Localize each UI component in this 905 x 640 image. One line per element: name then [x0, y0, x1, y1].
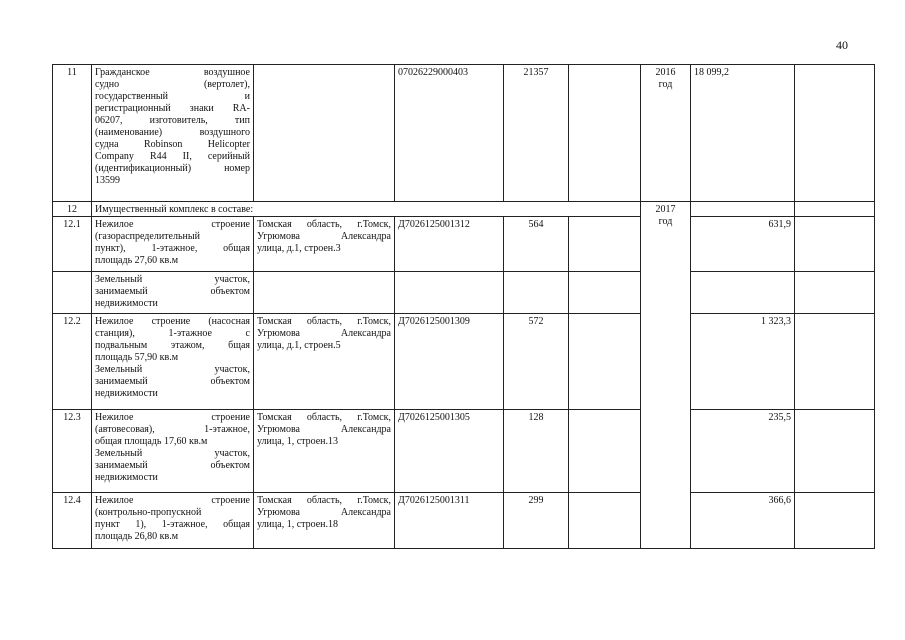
empty-cell [254, 272, 395, 314]
empty-cell [569, 217, 641, 272]
year-cell: 2016 год [641, 65, 691, 202]
empty-cell [569, 410, 641, 493]
value-2: 366,6 [691, 493, 795, 549]
table-row [53, 272, 875, 314]
empty-cell [795, 410, 875, 493]
row-number: 12.4 [53, 493, 92, 549]
empty-cell [691, 202, 795, 217]
empty-cell [569, 65, 641, 202]
complex-heading: Имущественный комплекс в составе: [92, 202, 641, 217]
object-name: Нежилое строение (насосная станция), 1-этажное с подвальным этажом, бщая площадь 57,90 кв.м Земельный участок, занимаемый объектом недвижимости [92, 314, 254, 410]
cadastral-number: Д7026125001311 [395, 493, 504, 549]
empty-cell [569, 493, 641, 549]
cadastral-number: Д7026125001309 [395, 314, 504, 410]
empty-cell [504, 272, 569, 314]
object-name: Нежилое строение (контрольно-пропускной пункт 1), 1-этажное, общая площадь 26,80 кв.м [92, 493, 254, 549]
empty-cell [795, 217, 875, 272]
empty-cell [395, 272, 504, 314]
property-table [52, 64, 875, 549]
row-number: 12.2 [53, 314, 92, 410]
empty-cell [795, 314, 875, 410]
object-address: Томская область, г.Томск, Угрюмова Александра улица, 1, строен.13 [254, 410, 395, 493]
table-row [53, 410, 875, 493]
empty-cell [569, 272, 641, 314]
object-name: Нежилое строение (автовесовая), 1-этажное, общая площадь 17,60 кв.м Земельный участок, занимаемый объектом недвижимости [92, 410, 254, 493]
table-row [53, 65, 875, 202]
cadastral-number: Д7026125001305 [395, 410, 504, 493]
object-name: Гражданское воздушное судно (вертолет), государственный и регистрационный знаки RA- 06207, изготовитель, тип (наименование) воздушного судна Robinson Helicopter Company R44 II, серийный (идентификационный) номер 13599 [92, 65, 254, 202]
value-1: 564 [504, 217, 569, 272]
object-address: Томская область, г.Томск, Угрюмова Александра улица, д.1, строен.5 [254, 314, 395, 410]
value-1: 21357 [504, 65, 569, 202]
value-1: 572 [504, 314, 569, 410]
row-number: 12.3 [53, 410, 92, 493]
table-row [53, 314, 875, 410]
table-row [53, 217, 875, 272]
cadastral-number: Д7026125001312 [395, 217, 504, 272]
year-cell: 2017 год [641, 202, 691, 549]
empty-cell [691, 272, 795, 314]
object-name: Нежилое строение (газораспределительный пункт), 1-этажное, общая площадь 27,60 кв.м [92, 217, 254, 272]
value-1: 128 [504, 410, 569, 493]
table-row [53, 493, 875, 549]
object-address: Томская область, г.Томск, Угрюмова Александра улица, д.1, строен.3 [254, 217, 395, 272]
value-2: 235,5 [691, 410, 795, 493]
empty-cell [795, 65, 875, 202]
empty-cell [795, 202, 875, 217]
row-number: 11 [53, 65, 92, 202]
object-name: Земельный участок, занимаемый объектом недвижимости [92, 272, 254, 314]
value-1: 299 [504, 493, 569, 549]
empty-cell [795, 493, 875, 549]
value-2: 631,9 [691, 217, 795, 272]
cadastral-number: 07026229000403 [395, 65, 504, 202]
object-address: Томская область, г.Томск, Угрюмова Александра улица, 1, строен.18 [254, 493, 395, 549]
empty-cell [53, 272, 92, 314]
row-number: 12.1 [53, 217, 92, 272]
row-number: 12 [53, 202, 92, 217]
value-2: 18 099,2 [691, 65, 795, 202]
table-row [53, 202, 875, 217]
empty-cell [569, 314, 641, 410]
object-address [254, 65, 395, 202]
page-number: 40 [836, 38, 848, 52]
value-2: 1 323,3 [691, 314, 795, 410]
empty-cell [795, 272, 875, 314]
